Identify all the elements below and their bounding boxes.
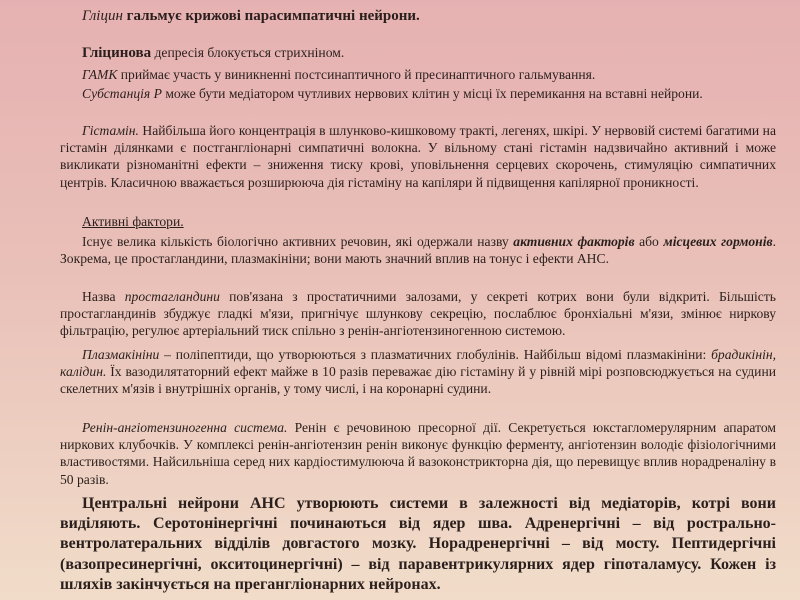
paragraph-renin-system: Ренін-ангіотензиногенна система. Ренін є речовиною пресорної дії. Секретується юкстагломерулярним апаратом ниркових клубочків. У комплексі ренін-ангіотензин ренін виконує функцію ферменту, ангіотензин володіє фізіологічними властивостями. Найсильніша серед них кардіостимулююча й вазоконстрикторна дія, що перевищує вплив норадреналіну в 50 разів.: [60, 420, 776, 487]
paragraph-active-factors: Існує велика кількість біологічно активних речовин, які одержали назву активних факторів або місцевих гормонів. Зокрема, це простагландини, плазмакініни; вони мають значний вплив на тонус і ефекти АНС.: [60, 234, 776, 267]
paragraph-prostaglandins: Назва простагландини пов'язана з простатичними залозами, у секреті котрих вони були відкриті. Більшість простагландинів збуджує гладкі м'язи, пригнічує шлункову секрецію, послаблює бронхіальні м'язи, змінює ниркову фільтрацію, регулює артеріальний тиск спільно з ренін-ангіотензиногенною системою.: [60, 289, 776, 339]
paragraph-central-neurons: Центральні нейрони АНС утворюють системи в залежності від медіаторів, котрі вони виділяють. Серотонінергічні починаються від ядер шва. Адренергічні – від рострально-вентролатеральних відділів довгастого мозку. Норадренергічні – від мосту. Пептидергічні (вазопресинергічні, окситоцинергічні) – від паравентрикулярних ядер гіпоталамусу. Кожен із шляхів закінчується на прегангліонарних нейронах.: [60, 495, 776, 593]
paragraph-substance-p: Субстанція Р може бути медіатором чутливих нервових клітин у місці їх перемикання на вставні нейрони.: [82, 86, 703, 101]
paragraph-plasmakinins: Плазмакініни – поліпептиди, що утворюються з плазматичних глобулінів. Найбільш відомі плазмакініни: брадикінін, калідин. Їх вазодилятаторний ефект майже в 10 разів переважає дію гістаміну й у рівній мірі розповсюджується на судини скелетних м'язів і внутрішніх органів, у тому числі, і на коронарні судини.: [60, 347, 776, 397]
paragraph-histamine: Гістамін. Найбільша його концентрація в шлунково-кишковому тракті, легенях, шкірі. У нервовій системі багатими на гістамін ділянками є постгангліонарні симпатичні волокна. У вільному стані гістамін надзвичайно активний і може викликати різноманітні ефекти – зниження тиску крові, уповільнення серцевих скорочень, стимуляцію симпатичних центрів. Класичною вважається розширююча дія гістаміну на капіляри й підвищення капілярної проникності.: [60, 123, 776, 190]
paragraph-glycine-depression: Гліцинова депресія блокується стрихніном.: [82, 45, 345, 61]
paragraph-gaba: ГАМК приймає участь у виникненні постсинаптичного й пресинаптичного гальмування.: [82, 67, 596, 82]
paragraph-glycine: Гліцин гальмує крижові парасимпатичні нейрони.: [82, 8, 420, 24]
heading-active-factors: Активні фактори.: [82, 214, 184, 229]
